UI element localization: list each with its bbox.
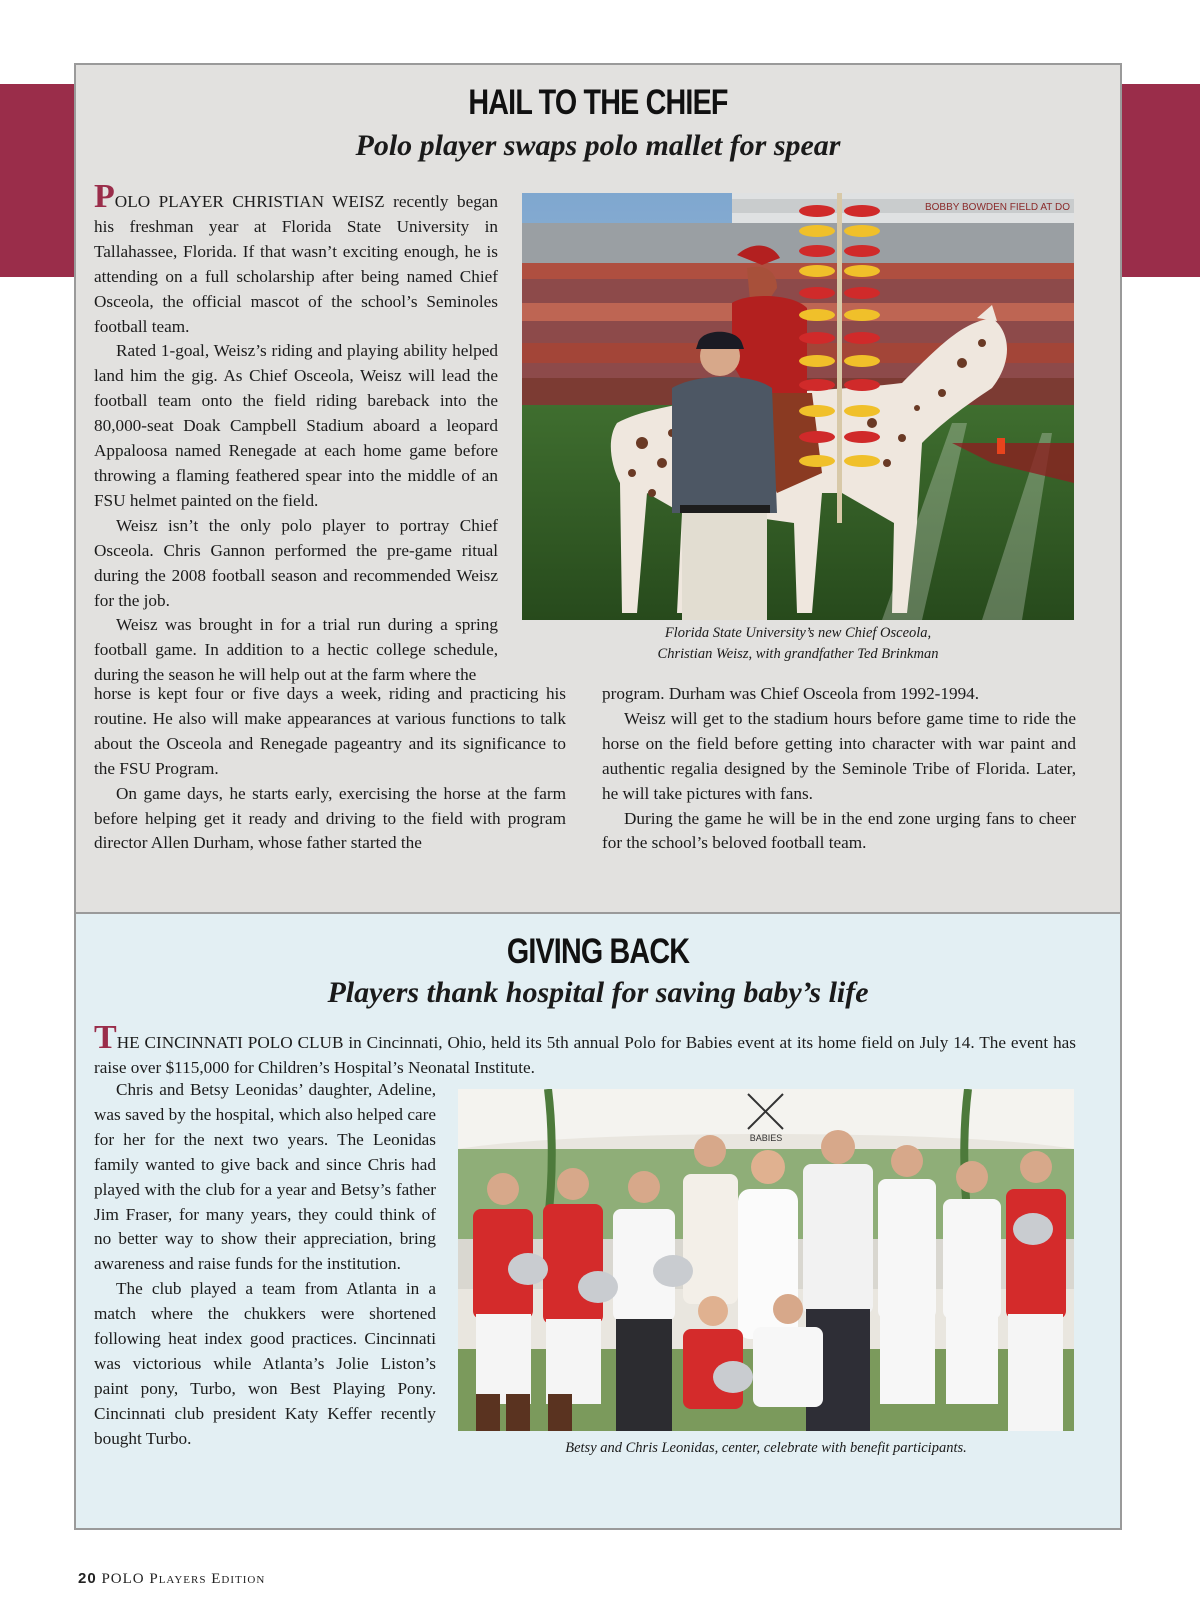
paragraph: Weisz will get to the stadium hours before game time to ride the horse on the field before getting into character with war paint and authentic regalia designed by the Seminole Tribe of Florida. Later, he will take pictures with fans. xyxy=(602,708,1076,803)
paragraph: Chris and Betsy Leonidas’ daughter, Adeline, was saved by the hospital, which also helped care for her for the next two years. The Leonidas family wanted to give back and since Chris had played with the club for a year and Betsy’s father Jim Fraser, for many years, they could think of no better way to show their appreciation, bring awareness and raise funds for the institution. xyxy=(94,1080,436,1274)
paragraph: program. Durham was Chief Osceola from 1992-1994. xyxy=(602,684,980,703)
page-number: 20 xyxy=(78,1570,97,1587)
paragraph: POLO PLAYER CHRISTIAN WEISZ recently began his freshman year at Florida State University in Tallahassee, Florida. If that wasn’t exciting enough, he is attending on a full scholarship after being named Chief Osceola, the official mascot of the school’s Seminoles football team. xyxy=(94,178,499,336)
article-hail-to-the-chief xyxy=(74,63,1122,914)
publication-name: POLO xyxy=(101,1571,145,1587)
lead-in-caps: OLO PLAYER CHRISTIAN WEISZ xyxy=(114,192,385,211)
photo-caption: Florida State University’s new Chief Osceola, Christian Weisz, with grandfather Ted Brinkman xyxy=(657,625,939,662)
headline: GIVING BACK xyxy=(506,932,690,971)
article-giving-back xyxy=(74,912,1122,1530)
article-column-left-lower xyxy=(94,682,566,856)
subheadline: Polo player swaps polo mallet for spear xyxy=(355,129,841,162)
stadium-sign: BOBBY BOWDEN FIELD AT DO xyxy=(924,202,1070,213)
banner-text: BABIES xyxy=(749,1133,783,1143)
paragraph: Weisz was brought in for a trial run during a spring football game. In addition to a hectic college schedule, during the season he will help out at the farm where the xyxy=(94,615,498,685)
paragraph: On game days, he starts early, exercising the horse at the farm before helping get it ready and driving to the field with program director Allen Durham, whose father started the xyxy=(94,783,566,853)
article-column-left xyxy=(94,1078,436,1452)
article-column-left-upper xyxy=(94,178,499,688)
photo-caption: Betsy and Chris Leonidas, center, celebrate with benefit participants. xyxy=(565,1440,967,1456)
paragraph: During the game he will be in the end zone urging fans to cheer for the school’s beloved football team. xyxy=(602,808,1076,853)
drop-cap: P xyxy=(94,178,115,215)
page-footer xyxy=(78,1570,265,1588)
photo-chief-osceola xyxy=(522,193,1074,620)
paragraph: THE CINCINNATI POLO CLUB in Cincinnati, Ohio, held its 5th annual Polo for Babies event at its home field on July 14. The event has raise over $115,000 for Children’s Hospital’s Neonatal Institute. xyxy=(94,1019,1076,1077)
article-lead-paragraph xyxy=(94,1019,1076,1081)
paragraph: The club played a team from Atlanta in a match where the chukkers were shortened following heat index good practices. Cincinnati was victorious while Atlanta’s Jolie Liston’s paint pony, Turbo, won Best Playing Pony. Cincinnati club president Katy Keffer recently bought Turbo. xyxy=(94,1279,436,1448)
headline: HAIL TO THE CHIEF xyxy=(468,83,728,122)
photo-polo-for-babies xyxy=(458,1089,1074,1431)
paragraph: Rated 1-goal, Weisz’s riding and playing ability helped land him the gig. As Chief Osceola, Weisz will lead the football team onto the field riding bareback into the 80,000-seat Doak Campbell Stadium aboard a leopard Appaloosa named Renegade at each home game before throwing a flaming feathered spear into the middle of an FSU helmet painted on the field. xyxy=(94,341,498,510)
stadium-photo-illustration xyxy=(522,193,1074,620)
paragraph: horse is kept four or five days a week, riding and practicing his routine. He also will make appearances at various functions to talk about the Osceola and Renegade pageantry and its significance to the FSU Program. xyxy=(94,684,566,778)
lead-in-caps: HE CINCINNATI POLO CLUB xyxy=(116,1033,344,1052)
maroon-band-left xyxy=(0,84,74,277)
edition-name: Players Edition xyxy=(149,1571,266,1587)
group-photo-illustration xyxy=(458,1089,1074,1431)
subheadline: Players thank hospital for saving baby’s life xyxy=(327,976,869,1009)
article-column-right xyxy=(602,682,1076,856)
maroon-band-right xyxy=(1122,84,1200,277)
drop-cap: T xyxy=(94,1019,117,1056)
paragraph: Weisz isn’t the only polo player to portray Chief Osceola. Chris Gannon performed the pre-game ritual during the 2008 football season and recommended Weisz for the job. xyxy=(94,515,498,610)
